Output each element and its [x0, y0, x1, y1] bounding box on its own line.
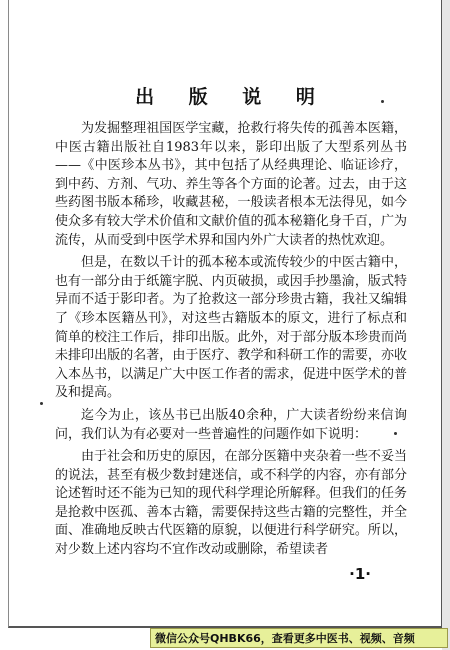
scan-speck	[40, 402, 43, 405]
document-page	[8, 0, 443, 628]
paragraph-4: 由于社会和历史的原因，在部分医籍中夹杂着一些不妥当的说法，甚至有极少数封建迷信，或不科学的内容，亦有部分论述暂时还不能为已知的现代科学理论所解释。但我们的任务是抢救中医孤、善本古籍，需要保持这些古籍的完整性，并全面、准确地反映古代医籍的原貌，以便进行科学研究。所以，对少数上述内容均不宜作改动或删除，希望读者	[55, 449, 407, 558]
watermark-banner: 微信公众号QHBK66，查看更多中医书、视频、音频	[150, 628, 448, 648]
paragraph-2: 但是，在数以千计的孤本秘本或流传较少的中医古籍中，也有一部分由于纸簏字脱、内页破损，或因手抄墨渝，版式特异而不适于影印者。为了抢救这一部分珍贵古籍，我社又编辑了《珍本医籍丛刊》，对这些古籍版本的原文，进行了标点和简单的校注工作后，排印出版。此外，对于部分版本珍贵而尚未排印出版的名著，由于医疗、教学和科研工作的需要，亦收入本丛书，以满足广大中医工作者的需求，促进中医学术的普及和提高。	[55, 255, 407, 401]
body-text	[55, 120, 407, 564]
paragraph-1: 为发掘整理祖国医学宝藏，抢救行将失传的孤善本医籍，中医古籍出版社自1983年以来，影印出版了大型系列丛书——《中医珍本丛书》，其中包括了从经典理论、临证诊疗，到中药、方剂、气功、养生等各个方面的论著。过去，由于这些药图书版本稀珍，收藏甚秘，一般读者根本无法得见，如今使众多有较大学术价值和文献价值的孤本秘籍化身千百，广为流传，从而受到中医学术界和国内外广大读者的热忱欢迎。	[55, 121, 407, 248]
scan-speck	[381, 100, 384, 103]
scrollbar-track[interactable]	[442, 0, 450, 650]
scan-speck	[394, 432, 397, 435]
page-title: 出 版 说 明	[135, 86, 329, 108]
paragraph-3: 迄今为止，该丛书已出版40余种，广大读者纷纷来信询问，我们认为有必要对一些普遍性的问题作如下说明：	[55, 407, 407, 442]
page-number: ·1·	[349, 565, 371, 583]
